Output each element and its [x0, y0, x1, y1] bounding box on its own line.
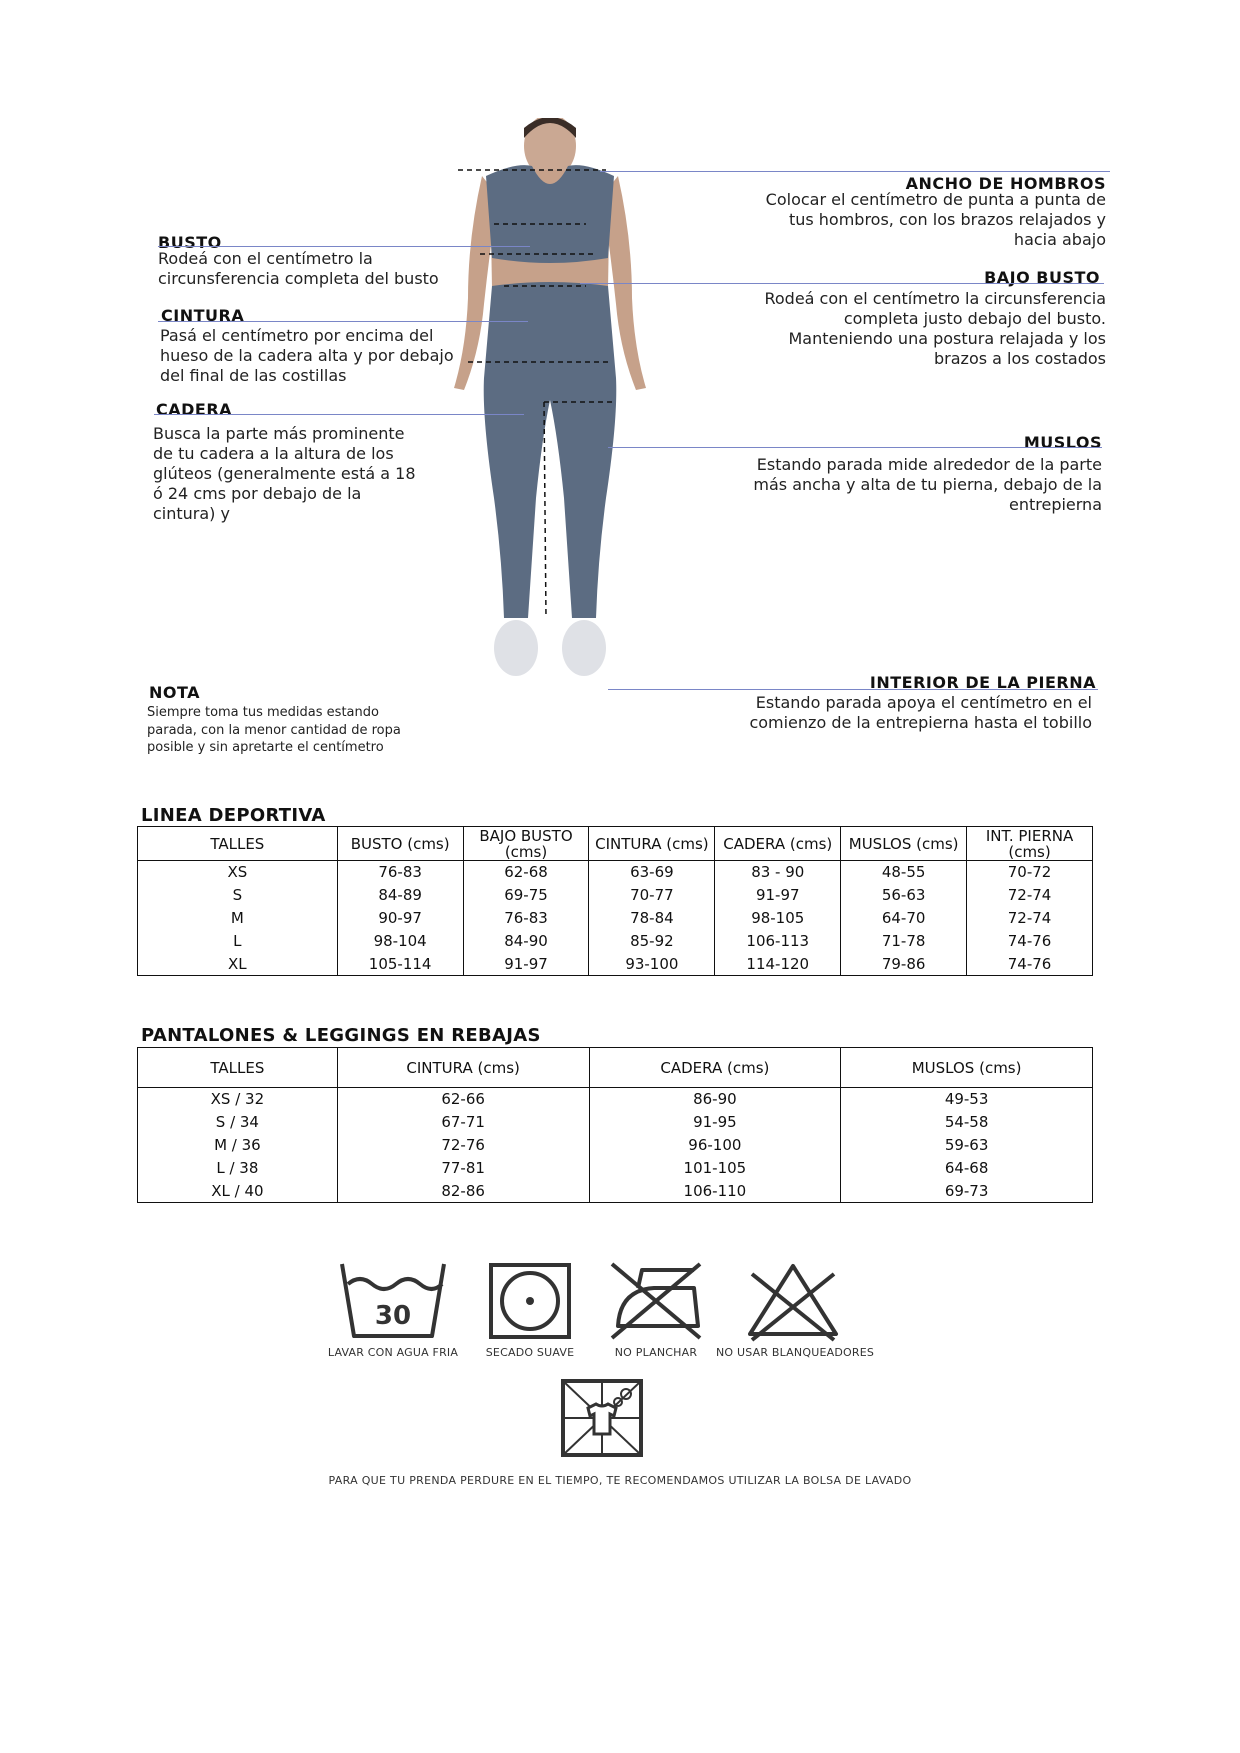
bajo-busto-desc: Rodeá con el centímetro la circunsferencia completa justo debajo del busto. Manteniendo una postura relajada y los brazos a los costados	[764, 289, 1106, 368]
table-cell: 98-105	[715, 907, 841, 930]
wash-30-icon	[338, 1260, 448, 1340]
table-cell: 101-105	[589, 1157, 841, 1180]
table-row	[138, 1134, 1093, 1157]
table-row	[138, 930, 1093, 953]
busto-desc: Rodeá con el centímetro la circunsferencia completa del busto	[158, 249, 439, 288]
linea-deportiva-title: LINEA DEPORTIVA	[141, 805, 326, 826]
table-row	[138, 861, 1093, 884]
table-cell: 83 - 90	[715, 861, 841, 884]
table-cell: 48-55	[841, 861, 967, 884]
table-cell: 78-84	[589, 907, 715, 930]
table-cell: 62-68	[463, 861, 589, 884]
table-cell: S / 34	[138, 1111, 338, 1134]
wash-label: LAVAR CON AGUA FRIA	[327, 1346, 459, 1359]
table-row	[138, 953, 1093, 976]
table-cell: 54-58	[841, 1111, 1093, 1134]
table-cell: 56-63	[841, 884, 967, 907]
table-row	[138, 1157, 1093, 1180]
cintura-title: CINTURA	[161, 306, 245, 325]
table-cell: 82-86	[337, 1180, 589, 1203]
table-cell: 72-74	[967, 884, 1093, 907]
col-header: TALLES	[138, 1048, 338, 1088]
table-cell: 79-86	[841, 953, 967, 976]
table-cell: 90-97	[337, 907, 463, 930]
ancho-hombros-title: ANCHO DE HOMBROS	[905, 174, 1106, 193]
col-header: CINTURA (cms)	[589, 827, 715, 861]
table-cell: M / 36	[138, 1134, 338, 1157]
bleach-label: NO USAR BLANQUEADORES	[715, 1346, 875, 1359]
nota-desc: Siempre toma tus medidas estando parada, con la menor cantidad de ropa posible y sin apretarte el centímetro	[147, 705, 401, 755]
muslos-title: MUSLOS	[1023, 433, 1102, 452]
muslos-guide-line	[608, 447, 1102, 448]
table-cell: 114-120	[715, 953, 841, 976]
nota-title: NOTA	[149, 683, 201, 702]
table-cell: 72-76	[337, 1134, 589, 1157]
col-header: MUSLOS (cms)	[841, 1048, 1093, 1088]
col-header: BAJO BUSTO (cms)	[463, 827, 589, 861]
table-cell: 72-74	[967, 907, 1093, 930]
table-cell: 93-100	[589, 953, 715, 976]
table-cell: 106-110	[589, 1180, 841, 1203]
col-header: MUSLOS (cms)	[841, 827, 967, 861]
no-iron-icon	[608, 1260, 704, 1342]
pantalones-table	[137, 1047, 1093, 1203]
bajo-busto-guide-line	[580, 283, 1104, 284]
table-cell: 62-66	[337, 1088, 589, 1111]
col-header: CADERA (cms)	[715, 827, 841, 861]
interior-pierna-desc: Estando parada apoya el centímetro en el comienzo de la entrepierna hasta el tobillo	[749, 693, 1092, 732]
model-figure	[440, 118, 660, 698]
cintura-desc: Pasá el centímetro por encima del hueso de la cadera alta y por debajo del final de las costillas	[160, 326, 454, 385]
table-cell: 49-53	[841, 1088, 1093, 1111]
table-cell: 69-75	[463, 884, 589, 907]
table-cell: 74-76	[967, 953, 1093, 976]
no-bleach-icon	[744, 1260, 842, 1342]
col-header: CADERA (cms)	[589, 1048, 841, 1088]
table-row	[138, 1088, 1093, 1111]
laundry-bag-icon	[560, 1378, 644, 1458]
bajo-busto-title: BAJO BUSTO	[984, 268, 1100, 287]
table-cell: XL / 40	[138, 1180, 338, 1203]
table-cell: XS / 32	[138, 1088, 338, 1111]
table-cell: 70-77	[589, 884, 715, 907]
col-header: CINTURA (cms)	[337, 1048, 589, 1088]
table-cell: 77-81	[337, 1157, 589, 1180]
table-cell: 63-69	[589, 861, 715, 884]
col-header: INT. PIERNA (cms)	[967, 827, 1093, 861]
table-cell: 64-70	[841, 907, 967, 930]
col-header: TALLES	[138, 827, 338, 861]
table-row	[138, 1180, 1093, 1203]
table-cell: 84-89	[337, 884, 463, 907]
cintura-guide-line	[158, 321, 528, 322]
table-cell: 76-83	[337, 861, 463, 884]
table-cell: 91-97	[715, 884, 841, 907]
shoulder-guide-line	[600, 171, 1110, 172]
table-cell: 86-90	[589, 1088, 841, 1111]
table-row	[138, 884, 1093, 907]
table-cell: 69-73	[841, 1180, 1093, 1203]
table-cell: 85-92	[589, 930, 715, 953]
interior-pierna-title: INTERIOR DE LA PIERNA	[869, 673, 1096, 692]
table-cell: 67-71	[337, 1111, 589, 1134]
table-cell: 91-97	[463, 953, 589, 976]
table-cell: 106-113	[715, 930, 841, 953]
tumble-dry-low-icon	[488, 1262, 572, 1340]
table-row	[138, 907, 1093, 930]
table-cell: 84-90	[463, 930, 589, 953]
busto-guide-line	[158, 246, 530, 247]
table-cell: 71-78	[841, 930, 967, 953]
dry-label: SECADO SUAVE	[485, 1346, 575, 1359]
table-cell: L / 38	[138, 1157, 338, 1180]
table-cell: XL	[138, 953, 338, 976]
ancho-hombros-desc: Colocar el centímetro de punta a punta de tus hombros, con los brazos relajados y hacia abajo	[765, 190, 1106, 249]
iron-label: NO PLANCHAR	[614, 1346, 698, 1359]
table-cell: S	[138, 884, 338, 907]
table-cell: 74-76	[967, 930, 1093, 953]
wash-temp: 30	[374, 1301, 412, 1331]
busto-title: BUSTO	[158, 233, 222, 252]
cadera-desc: Busca la parte más prominente de tu cadera a la altura de los glúteos (generalmente está a 18 ó 24 cms por debajo de la cintura) y	[153, 424, 416, 523]
table-cell: 59-63	[841, 1134, 1093, 1157]
linea-deportiva-table	[137, 826, 1093, 976]
table-cell: 70-72	[967, 861, 1093, 884]
table-cell: 91-95	[589, 1111, 841, 1134]
col-header: BUSTO (cms)	[337, 827, 463, 861]
pantalones-title: PANTALONES & LEGGINGS EN REBAJAS	[141, 1025, 541, 1046]
table-cell: 105-114	[337, 953, 463, 976]
interior-pierna-guide-line	[608, 689, 1098, 690]
muslos-desc: Estando parada mide alrededor de la parte más ancha y alta de tu pierna, debajo de la entrepierna	[753, 455, 1102, 514]
table-row	[138, 1111, 1093, 1134]
table-cell: XS	[138, 861, 338, 884]
table-cell: L	[138, 930, 338, 953]
table-cell: 76-83	[463, 907, 589, 930]
table-cell: 96-100	[589, 1134, 841, 1157]
laundry-tip: PARA QUE TU PRENDA PERDURE EN EL TIEMPO, TE RECOMENDAMOS UTILIZAR LA BOLSA DE LAVADO	[328, 1474, 912, 1487]
table-cell: M	[138, 907, 338, 930]
table-cell: 64-68	[841, 1157, 1093, 1180]
cadera-guide-line	[154, 414, 524, 415]
cadera-title: CADERA	[156, 400, 233, 419]
table-cell: 98-104	[337, 930, 463, 953]
